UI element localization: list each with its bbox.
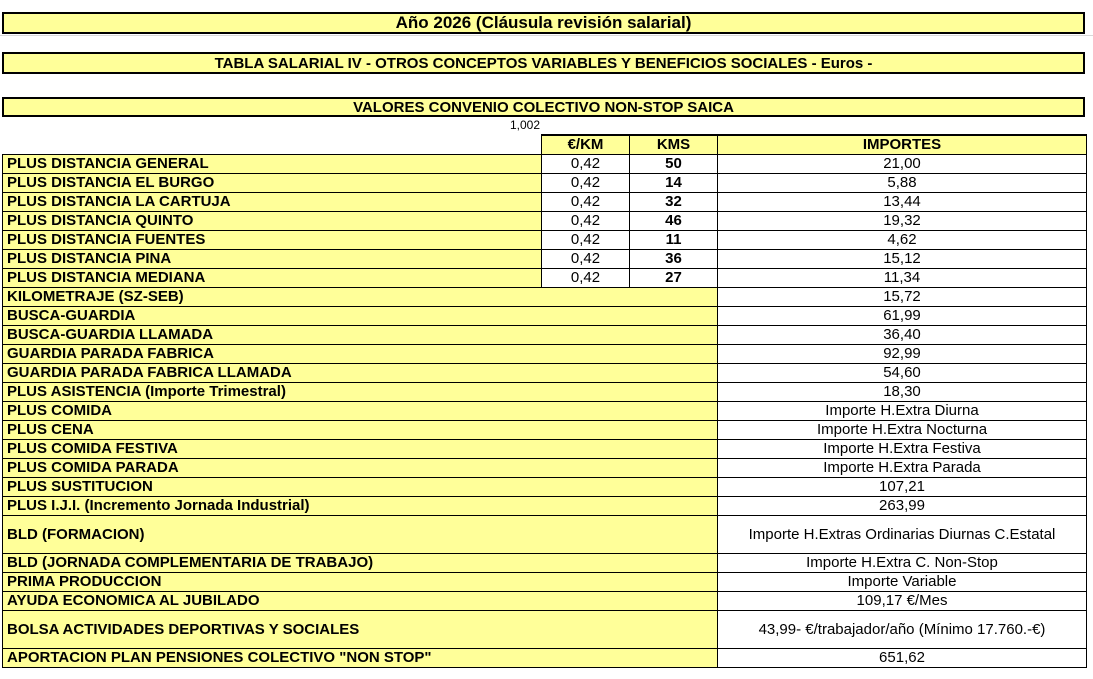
importe-value: 18,30	[718, 383, 1087, 402]
eur-km-value: 0,42	[542, 231, 630, 250]
kms-value: 32	[630, 193, 718, 212]
importe-value: 61,99	[718, 307, 1087, 326]
row-label: PLUS DISTANCIA PINA	[3, 250, 542, 269]
row-label: PLUS DISTANCIA QUINTO	[3, 212, 542, 231]
row-label: PLUS DISTANCIA FUENTES	[3, 231, 542, 250]
row-label: BLD (JORNADA COMPLEMENTARIA DE TRABAJO)	[3, 554, 718, 573]
table-row	[3, 364, 1087, 383]
kms-value: 11	[630, 231, 718, 250]
table-row	[3, 459, 1087, 478]
importe-value: 11,34	[718, 269, 1087, 288]
row-label: BLD (FORMACION)	[3, 516, 718, 554]
header-eur-km: €/KM	[542, 135, 630, 155]
table-row	[3, 326, 1087, 345]
row-label: PLUS COMIDA PARADA	[3, 459, 718, 478]
importe-value: Importe H.Extra Nocturna	[718, 421, 1087, 440]
row-label: PLUS I.J.I. (Incremento Jornada Industrial)	[3, 497, 718, 516]
importe-value: 21,00	[718, 155, 1087, 174]
row-label: KILOMETRAJE (SZ-SEB)	[3, 288, 718, 307]
eur-km-value: 0,42	[542, 269, 630, 288]
row-label: PLUS DISTANCIA MEDIANA	[3, 269, 542, 288]
table-subtitle: TABLA SALARIAL IV - OTROS CONCEPTOS VARIABLES Y BENEFICIOS SOCIALES - Euros -	[2, 52, 1085, 74]
row-label: PLUS DISTANCIA LA CARTUJA	[3, 193, 542, 212]
table-row	[3, 402, 1087, 421]
row-label: PLUS CENA	[3, 421, 718, 440]
table-row	[3, 231, 1087, 250]
eur-km-value: 0,42	[542, 212, 630, 231]
table-row	[3, 440, 1087, 459]
importe-value: Importe Variable	[718, 573, 1087, 592]
table-row	[3, 193, 1087, 212]
salary-table	[2, 134, 1087, 668]
row-label: PLUS SUSTITUCION	[3, 478, 718, 497]
row-label: BOLSA ACTIVIDADES DEPORTIVAS Y SOCIALES	[3, 611, 718, 649]
table-row	[3, 497, 1087, 516]
table-row	[3, 478, 1087, 497]
table-row	[3, 383, 1087, 402]
table-row	[3, 269, 1087, 288]
table-row	[3, 421, 1087, 440]
table-row	[3, 212, 1087, 231]
kms-value: 36	[630, 250, 718, 269]
table-row	[3, 554, 1087, 573]
kms-value: 27	[630, 269, 718, 288]
importe-value: 107,21	[718, 478, 1087, 497]
importe-value: 15,72	[718, 288, 1087, 307]
table-row	[3, 288, 1087, 307]
importe-value: 263,99	[718, 497, 1087, 516]
importe-value: 5,88	[718, 174, 1087, 193]
row-label: PLUS COMIDA FESTIVA	[3, 440, 718, 459]
importe-value: 15,12	[718, 250, 1087, 269]
kms-value: 50	[630, 155, 718, 174]
table-row	[3, 516, 1087, 554]
row-label: GUARDIA PARADA FABRICA LLAMADA	[3, 364, 718, 383]
table-row	[3, 155, 1087, 174]
row-label: PLUS ASISTENCIA (Importe Trimestral)	[3, 383, 718, 402]
row-label: APORTACION PLAN PENSIONES COLECTIVO "NON STOP"	[3, 649, 718, 668]
page-title: Año 2026 (Cláusula revisión salarial)	[2, 12, 1085, 34]
row-label: BUSCA-GUARDIA	[3, 307, 718, 326]
kms-value: 46	[630, 212, 718, 231]
importe-value: Importe H.Extra Diurna	[718, 402, 1087, 421]
importe-value: 4,62	[718, 231, 1087, 250]
eur-km-value: 0,42	[542, 174, 630, 193]
importe-value: 19,32	[718, 212, 1087, 231]
row-label: GUARDIA PARADA FABRICA	[3, 345, 718, 364]
importe-value: Importe H.Extra Parada	[718, 459, 1087, 478]
importe-value: 36,40	[718, 326, 1087, 345]
importe-value: 92,99	[718, 345, 1087, 364]
row-label: PLUS COMIDA	[3, 402, 718, 421]
importe-value: 651,62	[718, 649, 1087, 668]
header-spacer	[3, 135, 542, 155]
row-label: PLUS DISTANCIA EL BURGO	[3, 174, 542, 193]
table-row	[3, 307, 1087, 326]
kms-value: 14	[630, 174, 718, 193]
importe-value: Importe H.Extras Ordinarias Diurnas C.Estatal	[718, 516, 1087, 554]
revision-factor: 1,002	[509, 118, 540, 132]
table-row	[3, 250, 1087, 269]
eur-km-value: 0,42	[542, 193, 630, 212]
importe-value: 109,17 €/Mes	[718, 592, 1087, 611]
table-row	[3, 649, 1087, 668]
header-row	[3, 135, 1087, 155]
table-row	[3, 611, 1087, 649]
eur-km-value: 0,42	[542, 155, 630, 174]
row-label: AYUDA ECONOMICA AL JUBILADO	[3, 592, 718, 611]
eur-km-value: 0,42	[542, 250, 630, 269]
table-row	[3, 573, 1087, 592]
header-importes: IMPORTES	[718, 135, 1087, 155]
table-row	[3, 592, 1087, 611]
header-kms: KMS	[630, 135, 718, 155]
row-label: BUSCA-GUARDIA LLAMADA	[3, 326, 718, 345]
importe-value: 43,99- €/trabajador/año (Mínimo 17.760.-€)	[718, 611, 1087, 649]
section-title: VALORES CONVENIO COLECTIVO NON-STOP SAICA	[2, 97, 1085, 117]
importe-value: Importe H.Extra C. Non-Stop	[718, 554, 1087, 573]
table-row	[3, 345, 1087, 364]
row-label: PLUS DISTANCIA GENERAL	[3, 155, 542, 174]
importe-value: 13,44	[718, 193, 1087, 212]
row-label: PRIMA PRODUCCION	[3, 573, 718, 592]
importe-value: Importe H.Extra Festiva	[718, 440, 1087, 459]
importe-value: 54,60	[718, 364, 1087, 383]
table-row	[3, 174, 1087, 193]
